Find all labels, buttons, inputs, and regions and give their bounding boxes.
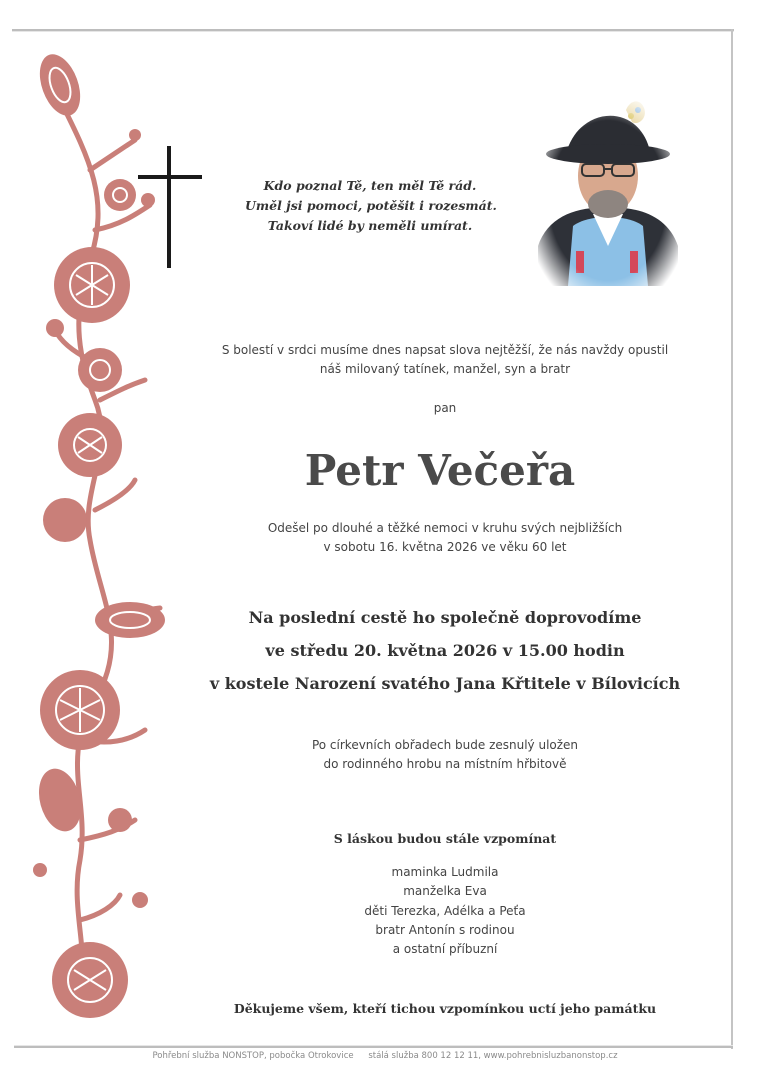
funeral-line: Na poslední cestě ho společně doprovodíme xyxy=(248,608,642,627)
death-line: Odešel po dlouhé a těžké nemoci v kruhu svých nejbližších xyxy=(267,521,623,535)
death-details xyxy=(240,519,650,557)
cross-icon xyxy=(138,146,202,268)
footer-contact: stálá služba 800 12 12 11, www.pohrebnisluzbanonstop.cz xyxy=(368,1051,618,1061)
mourners-title: S láskou budou stále vzpomínat xyxy=(333,831,557,846)
intro-line: S bolestí v srdci musíme dnes napsat slova nejtěžší, že nás navždy opustil xyxy=(221,343,669,357)
deceased-name: Petr Večeřa xyxy=(304,446,576,495)
verse-line: Takoví lidé by neměli umírat. xyxy=(267,218,473,233)
page-border-top xyxy=(12,29,734,32)
memorial-verse xyxy=(245,176,495,236)
mourner-item: a ostatní příbuzní xyxy=(392,942,498,957)
funeral-line: v kostele Narození svatého Jana Křtitele v Bílovicích xyxy=(209,674,681,693)
mourner-item: maminka Ludmila xyxy=(391,865,499,879)
intro-line: náš milovaný tatínek, manžel, syn a bratr xyxy=(319,362,571,376)
mourner-item: manželka Eva xyxy=(403,884,487,899)
page-border-right xyxy=(731,29,733,1049)
burial-line: Po církevních obřadech bude zesnulý uložen xyxy=(311,738,579,752)
burial-details xyxy=(260,736,630,774)
footer xyxy=(80,1051,690,1061)
verse-line: Uměl jsi pomoci, potěšit i rozesmát. xyxy=(245,198,497,213)
death-line: v sobotu 16. května 2026 ve věku 60 let xyxy=(323,540,567,554)
portrait-photo xyxy=(538,96,678,286)
footer-company: Pohřební služba NONSTOP, pobočka Otrokovice xyxy=(152,1051,354,1061)
verse-line: Kdo poznal Tě, ten měl Tě rád. xyxy=(263,178,477,193)
funeral-line: ve středu 20. května 2026 v 15.00 hodin xyxy=(265,641,625,660)
burial-line: do rodinného hrobu na místním hřbitově xyxy=(323,757,567,771)
thanks-line: Děkujeme všem, kteří tichou vzpomínkou uctí jeho památku xyxy=(233,1001,657,1016)
mourner-item: děti Terezka, Adélka a Peťa xyxy=(364,903,526,918)
mourners-list xyxy=(300,863,590,959)
mourner-item: bratr Antonín s rodinou xyxy=(375,922,515,937)
funeral-details xyxy=(200,601,690,700)
page-border-bottom xyxy=(14,1045,733,1048)
announcement-intro xyxy=(220,341,670,379)
salutation: pan xyxy=(433,401,457,415)
